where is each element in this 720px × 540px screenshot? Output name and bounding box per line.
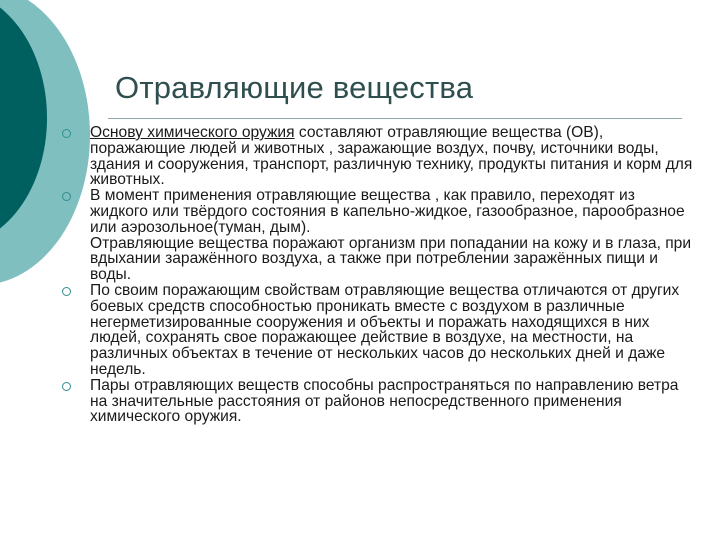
bullet-circle-icon xyxy=(62,382,71,391)
chemical-weapon-link[interactable]: Основу химического оружия xyxy=(90,124,295,141)
bullet-item-4 xyxy=(62,378,694,425)
bullet-text: В момент применения отравляющие вещества , как правило, переходят из жидкого или твёрдого состояния в капельно-жидкое, газообразное, парообразное или аэрозольное(туман, дым). xyxy=(90,187,685,236)
bullet-circle-icon xyxy=(62,129,71,138)
bullet-text-continued: Отравляющие вещества поражают организм при попадании на кожу и в глаза, при вдыхании заражённого воздуха, а также при потреблении заражённых пищи и воды. xyxy=(90,234,692,284)
bullet-item-1 xyxy=(62,125,694,188)
bullet-list xyxy=(62,125,694,425)
bullet-circle-icon xyxy=(62,287,71,296)
title-divider xyxy=(108,118,682,119)
bullet-text: По своим поражающим свойствам отравляющие вещества отличаются от других боевых средств способностью проникать вместе с воздухом в различные негерметизированные сооружения и объекты и поражать находящихся в них людей, сохранять свое поражающее действие в воздухе, на местности, на различных объектах в течение от нескольких часов до нескольких дней и даже недель. xyxy=(90,281,680,378)
bullet-text: составляют отравляющие вещества (ОВ), поражающие людей и животных , заражающие воздух, почву, источники воды, здания и сооружения, транспорт, различную технику, продукты питания и корм для животных. xyxy=(90,124,693,189)
slide-title: Отравляющие вещества xyxy=(115,70,474,105)
bullet-text: Пары отравляющих веществ способны распространяться по направлению ветра на значительные расстояния от районов непосредственного применения химического оружия. xyxy=(90,376,679,426)
bullet-item-2 xyxy=(62,188,694,283)
bullet-item-3 xyxy=(62,283,694,378)
bullet-circle-icon xyxy=(62,192,71,201)
